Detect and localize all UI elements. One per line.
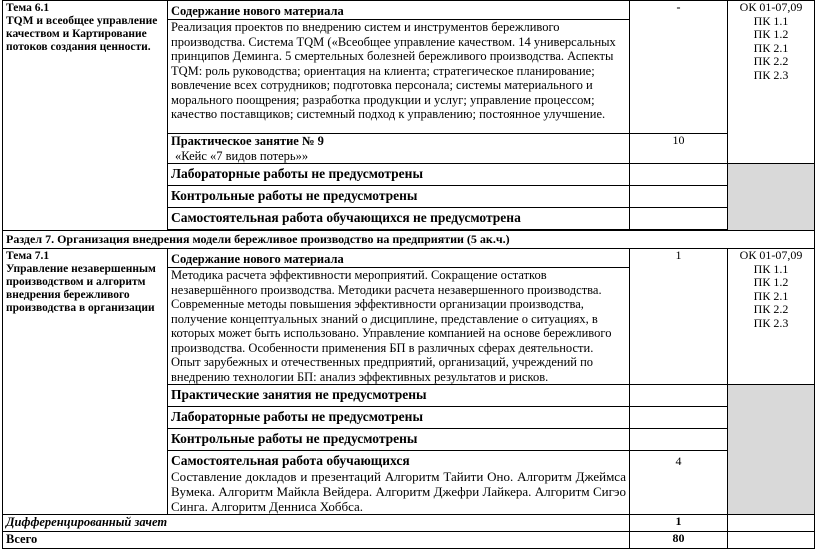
section7-title: Раздел 7. Организация внедрения модели бережливое производство на предприятии (5 ак.ч.): [3, 231, 815, 249]
curriculum-table: [2, 0, 815, 549]
total-row: [3, 532, 815, 549]
topic61-comp-5: ПК 2.3: [753, 67, 789, 82]
topic71-labs-hours: [630, 407, 728, 429]
topic71-selfwork-title: Самостоятельная работа обучающихся: [171, 453, 410, 468]
total-empty: [728, 532, 815, 549]
topic71-content-row: [3, 249, 815, 385]
topic61-controls-hours: [630, 186, 728, 208]
credit-row: [3, 515, 815, 532]
topic61-competencies: [728, 1, 815, 164]
topic71-hours: 1: [630, 249, 728, 385]
topic61-comp-4: ПК 2.2: [753, 54, 789, 68]
topic61-hours: -: [630, 1, 728, 134]
credit-hours: 1: [630, 515, 728, 532]
topic61-content-cell: [168, 1, 630, 134]
topic61-title-cell: [3, 1, 168, 231]
topic71-competencies: [728, 249, 815, 385]
topic61-practice-cell: [168, 134, 630, 164]
section7-row: [3, 231, 815, 249]
topic61-gray-cell: [728, 164, 815, 231]
credit-empty: [728, 515, 815, 532]
topic71-title-cell: [3, 249, 168, 515]
topic61-practice-case: «Кейс «7 видов потерь»»: [175, 148, 309, 163]
topic71-comp-5: ПК 2.3: [753, 315, 789, 330]
topic61-selfwork-hours: [630, 208, 728, 230]
topic61-controls: Контрольные работы не предусмотрены: [168, 186, 630, 208]
total-label: Всего: [3, 532, 630, 549]
topic61-labs-hours: [630, 164, 728, 186]
topic61-content-header: Содержание нового материала: [168, 1, 629, 20]
topic61-title: Тема 6.1: [6, 2, 50, 14]
topic71-comp-4: ПК 2.2: [753, 302, 789, 316]
topic71-title: Тема 7.1: [6, 250, 50, 262]
topic61-comp-2: ПК 1.2: [753, 27, 789, 41]
topic71-selfwork-text: Составление докладов и презентаций Алгоритм Тайити Оно. Алгоритм Джеймса Вумека. Алгоритм Майкла Вейдера. Алгоритм Джефри Лайкера. Алгоритм Сигэо Синга. Алгоритм Денниса Хоббса.: [171, 469, 626, 514]
topic71-controls-hours: [630, 429, 728, 451]
topic71-selfwork-hours: 4: [630, 451, 728, 515]
topic61-practice-hours: 10: [630, 134, 728, 164]
topic71-content-header: Содержание нового материала: [168, 249, 629, 268]
topic71-gray-cell: [728, 385, 815, 515]
topic71-controls: Контрольные работы не предусмотрены: [168, 429, 630, 451]
topic61-subtitle: TQM и всеобщее управление качеством и Картирование потоков создания ценности.: [6, 15, 158, 53]
topic61-comp-1: ПК 1.1: [753, 13, 789, 28]
topic71-comp-3: ПК 2.1: [753, 288, 789, 303]
topic71-practice-hours: [630, 385, 728, 407]
topic71-content-text: Методика расчета эффективности мероприятий. Сокращение остатков незавершённого производства. Методики расчета незавершенного производства. Современные методы повышения эффективности организации производства, получение концептуальных знаний о дисциплине, представление о ситуациях, в которых может быть использовано. Управление компанией на основе бережливого производства. Особенности применения БП в различных сферах деятельности. Опыт зарубежных и отечественных предприятий, организаций, учреждений по внедрению технологии БП: анализ эффективных результатов и рисков.: [171, 268, 612, 384]
topic71-content-cell: [168, 249, 630, 385]
topic71-labs: Лабораторные работы не предусмотрены: [168, 407, 630, 429]
topic71-practice: Практические занятия не предусмотрены: [168, 385, 630, 407]
topic61-comp-0: ОК 01-07,09: [739, 0, 803, 14]
credit-label: Дифференцированный зачет: [3, 515, 630, 532]
topic61-comp-3: ПК 2.1: [753, 40, 789, 55]
topic71-comp-2: ПК 1.2: [753, 275, 789, 289]
topic61-content-text: Реализация проектов по внедрению систем и инструментов бережливого производства. Система TQM («Всеобщее управление качеством. 14 универсальных принципов Деминга. 5 смертельных болезней бережливого производства. Аспекты TQM: роль руководства; ориентация на клиента; стратегическое планирование; вовлечение всех сотрудников; подготовка персонала; системы материального и морального поощрения; разработка продукции и услуг; управление процессом; качество поставщиков; системный подход к управлению; постоянное улучшение.: [171, 20, 616, 121]
topic71-comp-0: ОК 01-07,09: [739, 248, 803, 262]
topic71-subtitle: Управление незавершенным производством и алгоритм внедрения бережливого производства в организации: [6, 263, 156, 314]
topic61-practice-title: Практическое занятие № 9: [171, 134, 324, 148]
topic61-labs: Лабораторные работы не предусмотрены: [168, 164, 630, 186]
topic71-selfwork-cell: [168, 451, 630, 515]
topic61-content-row: [3, 1, 815, 134]
topic71-comp-1: ПК 1.1: [753, 261, 789, 276]
topic61-selfwork: Самостоятельная работа обучающихся не предусмотрена: [168, 208, 630, 230]
total-hours: 80: [630, 532, 728, 549]
